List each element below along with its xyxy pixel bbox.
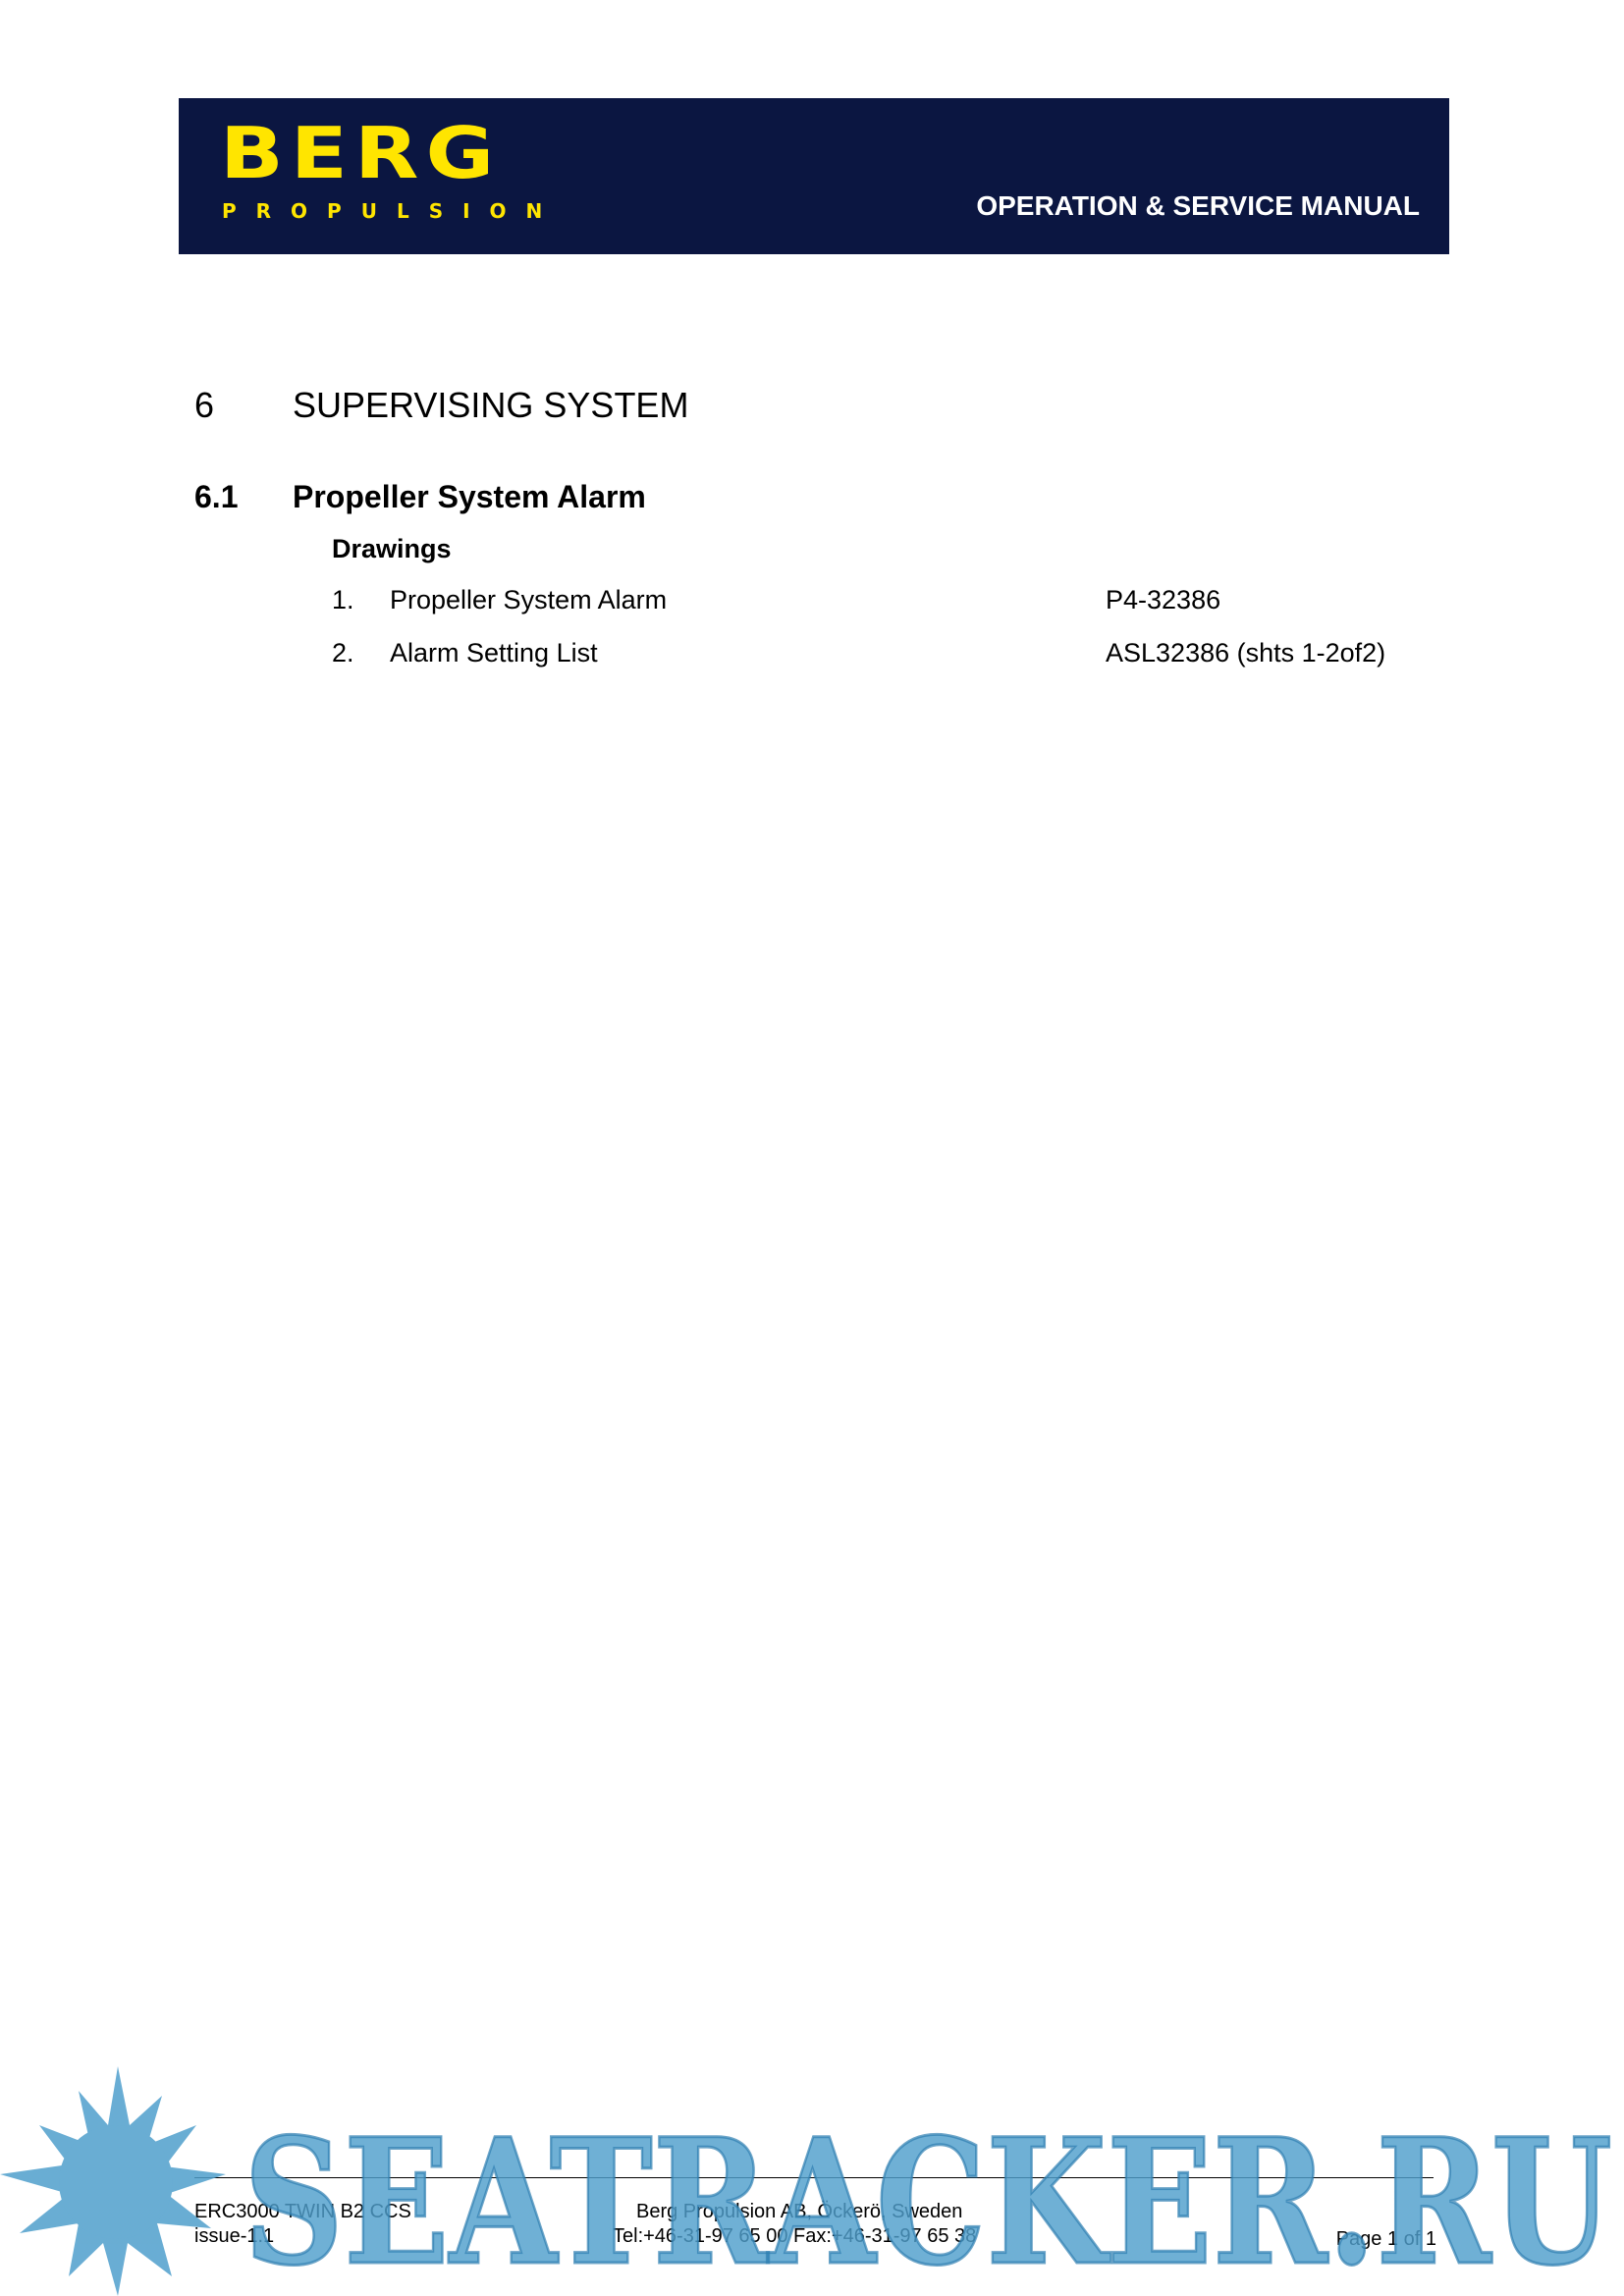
berg-logo: BERG <box>220 112 502 194</box>
item-drawing-code: P4-32386 <box>1106 585 1221 614</box>
drawings-heading: Drawings <box>332 534 452 563</box>
manual-title: OPERATION & SERVICE MANUAL <box>976 190 1420 221</box>
footer-issue: issue-1.1 <box>194 2225 275 2247</box>
watermark <box>0 2066 1624 2296</box>
header-banner <box>179 98 1449 254</box>
sun-icon <box>0 2066 226 2296</box>
footer-contact: Tel:+46-31-97 65 00 Fax:+46-31-97 65 38 <box>613 2225 977 2247</box>
section-title: SUPERVISING SYSTEM <box>293 385 689 425</box>
footer-page-number: Page 1 of 1 <box>1335 2228 1436 2250</box>
footer-company: Berg Propulsion AB, Öckerö, Sweden <box>636 2201 963 2222</box>
item-label: Propeller System Alarm <box>390 585 668 614</box>
subsection-title: Propeller System Alarm <box>293 479 646 514</box>
item-drawing-code: ASL32386 (shts 1-2of2) <box>1106 638 1386 667</box>
item-number: 1. <box>332 585 354 614</box>
footer-document-id: ERC3000 TWIN B2 CCS <box>194 2201 411 2222</box>
subsection-number: 6.1 <box>194 479 239 514</box>
section-number: 6 <box>194 385 215 425</box>
item-label: Alarm Setting List <box>390 638 598 667</box>
item-number: 2. <box>332 638 354 667</box>
propulsion-logo-text: PROPULSION <box>222 199 563 223</box>
watermark-text: SEATRACKER.RU <box>244 2101 1612 2296</box>
